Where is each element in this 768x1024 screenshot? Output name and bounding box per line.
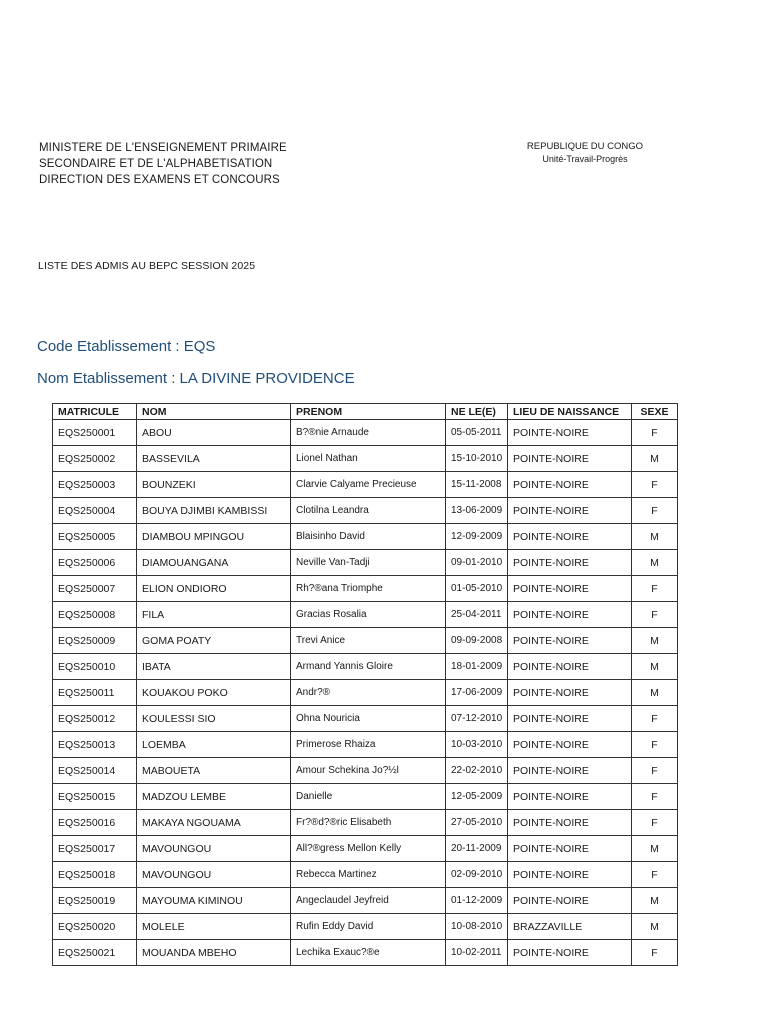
cell-matricule: EQS250019 <box>53 888 137 914</box>
cell-sexe: F <box>632 940 678 966</box>
cell-date-naissance: 01-05-2010 <box>446 576 508 602</box>
cell-sexe: M <box>632 888 678 914</box>
table-row <box>53 732 678 758</box>
cell-date-naissance: 07-12-2010 <box>446 706 508 732</box>
cell-date-naissance: 10-03-2010 <box>446 732 508 758</box>
cell-matricule: EQS250002 <box>53 446 137 472</box>
cell-matricule: EQS250006 <box>53 550 137 576</box>
cell-prenom: Rufin Eddy David <box>291 914 446 940</box>
cell-matricule: EQS250015 <box>53 784 137 810</box>
cell-lieu-naissance: POINTE-NOIRE <box>508 446 632 472</box>
cell-lieu-naissance: POINTE-NOIRE <box>508 784 632 810</box>
cell-nom: FILA <box>137 602 291 628</box>
table-row <box>53 862 678 888</box>
cell-prenom: Blaisinho David <box>291 524 446 550</box>
cell-lieu-naissance: POINTE-NOIRE <box>508 602 632 628</box>
cell-sexe: F <box>632 602 678 628</box>
cell-sexe: M <box>632 550 678 576</box>
cell-sexe: F <box>632 732 678 758</box>
cell-lieu-naissance: POINTE-NOIRE <box>508 732 632 758</box>
cell-prenom: Andr?® <box>291 680 446 706</box>
cell-matricule: EQS250016 <box>53 810 137 836</box>
cell-sexe: M <box>632 654 678 680</box>
cell-nom: BOUNZEKI <box>137 472 291 498</box>
cell-nom: GOMA POATY <box>137 628 291 654</box>
cell-prenom: Clotilna Leandra <box>291 498 446 524</box>
cell-date-naissance: 17-06-2009 <box>446 680 508 706</box>
cell-matricule: EQS250009 <box>53 628 137 654</box>
cell-prenom: Neville Van-Tadji <box>291 550 446 576</box>
cell-nom: LOEMBA <box>137 732 291 758</box>
table-row <box>53 472 678 498</box>
cell-prenom: Armand Yannis Gloire <box>291 654 446 680</box>
republic-motto: Unité-Travail-Progrès <box>542 154 628 164</box>
table-row <box>53 602 678 628</box>
cell-nom: DIAMOUANGANA <box>137 550 291 576</box>
cell-matricule: EQS250011 <box>53 680 137 706</box>
cell-date-naissance: 22-02-2010 <box>446 758 508 784</box>
cell-lieu-naissance: POINTE-NOIRE <box>508 836 632 862</box>
cell-date-naissance: 10-08-2010 <box>446 914 508 940</box>
cell-sexe: M <box>632 680 678 706</box>
cell-matricule: EQS250012 <box>53 706 137 732</box>
cell-sexe: F <box>632 758 678 784</box>
ministry-line-1: MINISTERE DE L'ENSEIGNEMENT PRIMAIRE <box>39 142 287 154</box>
table-row <box>53 446 678 472</box>
cell-nom: BASSEVILA <box>137 446 291 472</box>
cell-prenom: Lionel Nathan <box>291 446 446 472</box>
cell-matricule: EQS250005 <box>53 524 137 550</box>
cell-nom: MAYOUMA KIMINOU <box>137 888 291 914</box>
cell-prenom: All?®gress Mellon Kelly <box>291 836 446 862</box>
cell-lieu-naissance: POINTE-NOIRE <box>508 524 632 550</box>
ministry-line-2: SECONDAIRE ET DE L'ALPHABETISATION <box>39 158 273 170</box>
cell-date-naissance: 27-05-2010 <box>446 810 508 836</box>
cell-date-naissance: 02-09-2010 <box>446 862 508 888</box>
cell-matricule: EQS250004 <box>53 498 137 524</box>
table-row <box>53 420 678 446</box>
cell-lieu-naissance: POINTE-NOIRE <box>508 862 632 888</box>
cell-date-naissance: 18-01-2009 <box>446 654 508 680</box>
cell-nom: KOUAKOU POKO <box>137 680 291 706</box>
cell-prenom: Angeclaudel Jeyfreid <box>291 888 446 914</box>
table-row <box>53 550 678 576</box>
cell-nom: DIAMBOU MPINGOU <box>137 524 291 550</box>
header-nom: NOM <box>137 404 291 420</box>
cell-nom: KOULESSI SIO <box>137 706 291 732</box>
cell-nom: MADZOU LEMBE <box>137 784 291 810</box>
cell-sexe: F <box>632 784 678 810</box>
cell-matricule: EQS250017 <box>53 836 137 862</box>
header-matricule: MATRICULE <box>53 404 137 420</box>
header-lieu-naissance: LIEU DE NAISSANCE <box>508 404 632 420</box>
cell-date-naissance: 09-09-2008 <box>446 628 508 654</box>
cell-matricule: EQS250008 <box>53 602 137 628</box>
cell-lieu-naissance: POINTE-NOIRE <box>508 628 632 654</box>
cell-prenom: Lechika Exauc?®e <box>291 940 446 966</box>
cell-date-naissance: 15-11-2008 <box>446 472 508 498</box>
cell-nom: BOUYA DJIMBI KAMBISSI <box>137 498 291 524</box>
cell-prenom: Fr?®d?®ric Elisabeth <box>291 810 446 836</box>
cell-matricule: EQS250007 <box>53 576 137 602</box>
cell-lieu-naissance: POINTE-NOIRE <box>508 576 632 602</box>
table-row <box>53 888 678 914</box>
cell-sexe: M <box>632 446 678 472</box>
table-row <box>53 810 678 836</box>
cell-sexe: M <box>632 628 678 654</box>
table-row <box>53 914 678 940</box>
cell-lieu-naissance: BRAZZAVILLE <box>508 914 632 940</box>
cell-lieu-naissance: POINTE-NOIRE <box>508 888 632 914</box>
cell-nom: MABOUETA <box>137 758 291 784</box>
cell-prenom: Ohna Nouricia <box>291 706 446 732</box>
cell-lieu-naissance: POINTE-NOIRE <box>508 940 632 966</box>
cell-prenom: Rh?®ana Triomphe <box>291 576 446 602</box>
cell-date-naissance: 12-09-2009 <box>446 524 508 550</box>
cell-matricule: EQS250001 <box>53 420 137 446</box>
cell-sexe: F <box>632 420 678 446</box>
cell-date-naissance: 05-05-2011 <box>446 420 508 446</box>
table-row <box>53 628 678 654</box>
republic-name: REPUBLIQUE DU CONGO <box>526 141 644 152</box>
cell-lieu-naissance: POINTE-NOIRE <box>508 498 632 524</box>
cell-nom: MAVOUNGOU <box>137 836 291 862</box>
table-row <box>53 576 678 602</box>
table-row <box>53 784 678 810</box>
cell-matricule: EQS250021 <box>53 940 137 966</box>
cell-lieu-naissance: POINTE-NOIRE <box>508 706 632 732</box>
cell-sexe: F <box>632 576 678 602</box>
header-date-naissance: NE LE(E) <box>446 404 508 420</box>
cell-nom: MAVOUNGOU <box>137 862 291 888</box>
cell-matricule: EQS250010 <box>53 654 137 680</box>
table-row <box>53 836 678 862</box>
ministry-header <box>39 140 287 188</box>
header-prenom: PRENOM <box>291 404 446 420</box>
cell-sexe: F <box>632 810 678 836</box>
table-row <box>53 758 678 784</box>
list-title: LISTE DES ADMIS AU BEPC SESSION 2025 <box>38 260 256 272</box>
table-row <box>53 654 678 680</box>
cell-nom: ELION ONDIORO <box>137 576 291 602</box>
cell-prenom: Trevi Anice <box>291 628 446 654</box>
cell-date-naissance: 13-06-2009 <box>446 498 508 524</box>
table-header-row <box>53 404 678 420</box>
table-row <box>53 524 678 550</box>
cell-sexe: M <box>632 836 678 862</box>
table-row <box>53 940 678 966</box>
cell-lieu-naissance: POINTE-NOIRE <box>508 420 632 446</box>
table-row <box>53 680 678 706</box>
republic-header <box>480 141 690 165</box>
cell-prenom: B?®nie Arnaude <box>291 420 446 446</box>
cell-date-naissance: 01-12-2009 <box>446 888 508 914</box>
header-sexe: SEXE <box>632 404 678 420</box>
cell-date-naissance: 15-10-2010 <box>446 446 508 472</box>
cell-matricule: EQS250003 <box>53 472 137 498</box>
cell-prenom: Rebecca Martinez <box>291 862 446 888</box>
cell-prenom: Gracias Rosalia <box>291 602 446 628</box>
school-code: Code Etablissement : EQS <box>37 338 216 355</box>
cell-matricule: EQS250020 <box>53 914 137 940</box>
cell-date-naissance: 25-04-2011 <box>446 602 508 628</box>
cell-lieu-naissance: POINTE-NOIRE <box>508 550 632 576</box>
cell-nom: MAKAYA NGOUAMA <box>137 810 291 836</box>
cell-matricule: EQS250013 <box>53 732 137 758</box>
cell-lieu-naissance: POINTE-NOIRE <box>508 654 632 680</box>
cell-lieu-naissance: POINTE-NOIRE <box>508 680 632 706</box>
school-name: Nom Etablissement : LA DIVINE PROVIDENCE <box>37 370 355 387</box>
cell-nom: MOLELE <box>137 914 291 940</box>
cell-date-naissance: 20-11-2009 <box>446 836 508 862</box>
table-row <box>53 498 678 524</box>
cell-prenom: Clarvie Calyame Precieuse <box>291 472 446 498</box>
cell-sexe: F <box>632 862 678 888</box>
cell-sexe: F <box>632 472 678 498</box>
cell-prenom: Primerose Rhaiza <box>291 732 446 758</box>
admitted-students-table <box>52 403 678 966</box>
cell-nom: IBATA <box>137 654 291 680</box>
cell-matricule: EQS250014 <box>53 758 137 784</box>
cell-sexe: M <box>632 524 678 550</box>
cell-lieu-naissance: POINTE-NOIRE <box>508 758 632 784</box>
cell-nom: MOUANDA MBEHO <box>137 940 291 966</box>
cell-prenom: Amour Schekina Jo?½l <box>291 758 446 784</box>
cell-prenom: Danielle <box>291 784 446 810</box>
cell-date-naissance: 10-02-2011 <box>446 940 508 966</box>
cell-nom: ABOU <box>137 420 291 446</box>
cell-matricule: EQS250018 <box>53 862 137 888</box>
cell-date-naissance: 12-05-2009 <box>446 784 508 810</box>
cell-date-naissance: 09-01-2010 <box>446 550 508 576</box>
cell-lieu-naissance: POINTE-NOIRE <box>508 472 632 498</box>
ministry-line-3: DIRECTION DES EXAMENS ET CONCOURS <box>39 174 280 186</box>
cell-lieu-naissance: POINTE-NOIRE <box>508 810 632 836</box>
cell-sexe: M <box>632 914 678 940</box>
cell-sexe: F <box>632 706 678 732</box>
table-row <box>53 706 678 732</box>
cell-sexe: F <box>632 498 678 524</box>
